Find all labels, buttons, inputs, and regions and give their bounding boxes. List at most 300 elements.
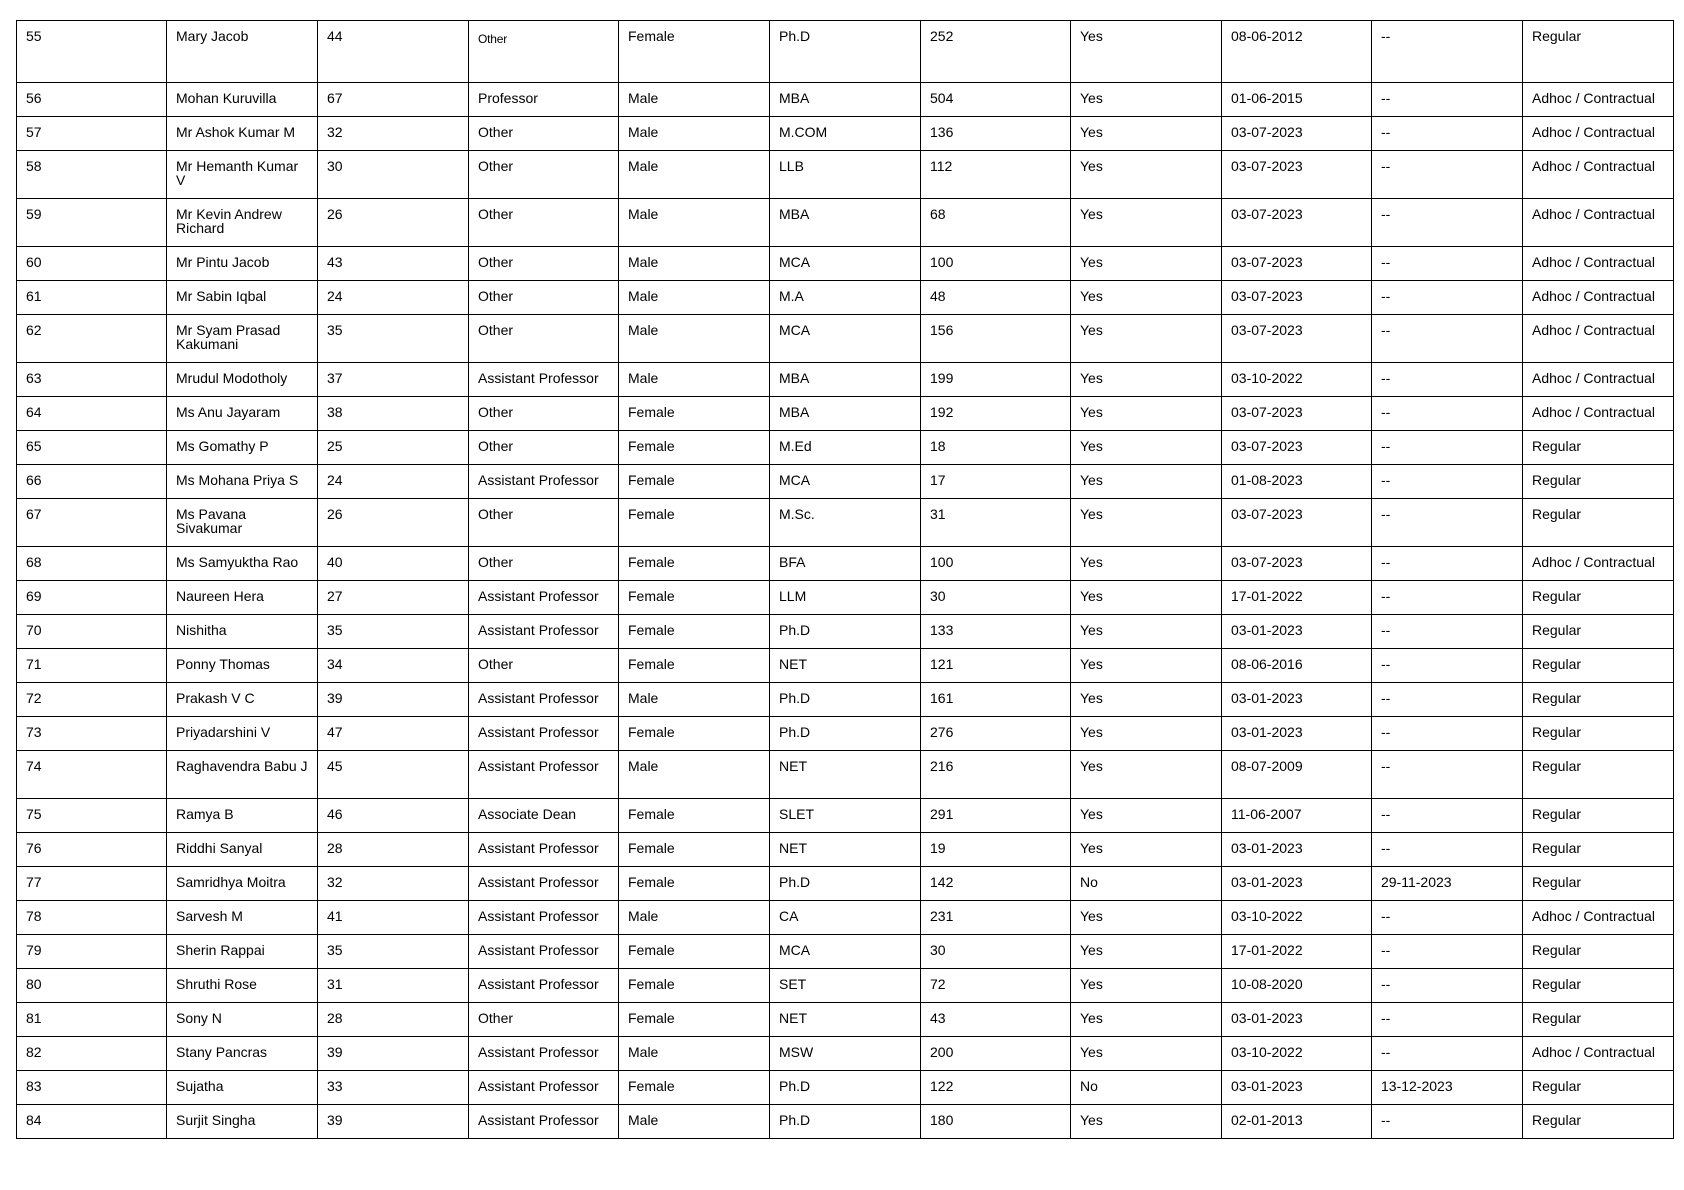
currently-working-cell: No (1071, 1071, 1222, 1105)
experience-cell: 48 (921, 281, 1071, 315)
experience-cell: 100 (921, 547, 1071, 581)
serial-number-cell: 72 (17, 683, 167, 717)
joining-date-cell: 03-07-2023 (1222, 499, 1372, 547)
age-cell: 28 (318, 833, 469, 867)
designation-cell: Other (469, 247, 619, 281)
currently-working-cell: Yes (1071, 901, 1222, 935)
joining-date-cell: 03-01-2023 (1222, 867, 1372, 901)
gender-cell: Female (619, 717, 770, 751)
serial-number-cell: 60 (17, 247, 167, 281)
leaving-date-cell: -- (1372, 83, 1523, 117)
joining-date-cell: 17-01-2022 (1222, 935, 1372, 969)
joining-date-cell: 03-01-2023 (1222, 615, 1372, 649)
serial-number-cell: 67 (17, 499, 167, 547)
qualification-cell: BFA (770, 547, 921, 581)
experience-cell: 112 (921, 151, 1071, 199)
nature-of-appointment-cell: Regular (1523, 21, 1674, 83)
qualification-cell: CA (770, 901, 921, 935)
designation-cell: Other (469, 315, 619, 363)
leaving-date-cell: -- (1372, 151, 1523, 199)
experience-cell: 161 (921, 683, 1071, 717)
age-cell: 41 (318, 901, 469, 935)
leaving-date-cell: -- (1372, 581, 1523, 615)
experience-cell: 72 (921, 969, 1071, 1003)
experience-cell: 231 (921, 901, 1071, 935)
age-cell: 35 (318, 615, 469, 649)
nature-of-appointment-cell: Regular (1523, 1105, 1674, 1139)
designation-cell: Other (469, 1003, 619, 1037)
age-cell: 32 (318, 867, 469, 901)
table-row (17, 935, 1674, 969)
currently-working-cell: Yes (1071, 465, 1222, 499)
currently-working-cell: Yes (1071, 83, 1222, 117)
gender-cell: Female (619, 935, 770, 969)
serial-number-cell: 62 (17, 315, 167, 363)
joining-date-cell: 03-01-2023 (1222, 717, 1372, 751)
nature-of-appointment-cell: Adhoc / Contractual (1523, 397, 1674, 431)
table-row (17, 363, 1674, 397)
gender-cell: Male (619, 683, 770, 717)
qualification-cell: LLB (770, 151, 921, 199)
age-cell: 37 (318, 363, 469, 397)
currently-working-cell: Yes (1071, 615, 1222, 649)
table-row (17, 199, 1674, 247)
gender-cell: Female (619, 799, 770, 833)
currently-working-cell: Yes (1071, 247, 1222, 281)
gender-cell: Female (619, 431, 770, 465)
gender-cell: Female (619, 833, 770, 867)
designation-cell: Associate Dean (469, 799, 619, 833)
designation-cell: Other (469, 117, 619, 151)
name-cell: Sherin Rappai (167, 935, 318, 969)
nature-of-appointment-cell: Adhoc / Contractual (1523, 901, 1674, 935)
name-cell: Mr Hemanth Kumar V (167, 151, 318, 199)
age-cell: 44 (318, 21, 469, 83)
qualification-cell: MCA (770, 315, 921, 363)
name-cell: Sujatha (167, 1071, 318, 1105)
name-cell: Sarvesh M (167, 901, 318, 935)
leaving-date-cell: -- (1372, 315, 1523, 363)
joining-date-cell: 03-07-2023 (1222, 431, 1372, 465)
currently-working-cell: No (1071, 867, 1222, 901)
leaving-date-cell: -- (1372, 717, 1523, 751)
qualification-cell: SLET (770, 799, 921, 833)
joining-date-cell: 02-01-2013 (1222, 1105, 1372, 1139)
qualification-cell: NET (770, 751, 921, 799)
experience-cell: 200 (921, 1037, 1071, 1071)
joining-date-cell: 03-07-2023 (1222, 199, 1372, 247)
designation-cell: Assistant Professor (469, 363, 619, 397)
joining-date-cell: 08-06-2016 (1222, 649, 1372, 683)
gender-cell: Male (619, 117, 770, 151)
name-cell: Naureen Hera (167, 581, 318, 615)
leaving-date-cell: -- (1372, 363, 1523, 397)
qualification-cell: MBA (770, 199, 921, 247)
designation-cell: Assistant Professor (469, 969, 619, 1003)
designation-cell: Assistant Professor (469, 867, 619, 901)
age-cell: 26 (318, 199, 469, 247)
currently-working-cell: Yes (1071, 21, 1222, 83)
nature-of-appointment-cell: Regular (1523, 649, 1674, 683)
currently-working-cell: Yes (1071, 431, 1222, 465)
gender-cell: Female (619, 1071, 770, 1105)
age-cell: 33 (318, 1071, 469, 1105)
currently-working-cell: Yes (1071, 581, 1222, 615)
nature-of-appointment-cell: Regular (1523, 431, 1674, 465)
serial-number-cell: 65 (17, 431, 167, 465)
name-cell: Mr Pintu Jacob (167, 247, 318, 281)
age-cell: 34 (318, 649, 469, 683)
nature-of-appointment-cell: Adhoc / Contractual (1523, 117, 1674, 151)
gender-cell: Female (619, 397, 770, 431)
qualification-cell: Ph.D (770, 717, 921, 751)
table-row (17, 247, 1674, 281)
age-cell: 47 (318, 717, 469, 751)
serial-number-cell: 75 (17, 799, 167, 833)
age-cell: 35 (318, 935, 469, 969)
joining-date-cell: 03-01-2023 (1222, 833, 1372, 867)
leaving-date-cell: -- (1372, 21, 1523, 83)
joining-date-cell: 01-08-2023 (1222, 465, 1372, 499)
gender-cell: Male (619, 315, 770, 363)
leaving-date-cell: -- (1372, 799, 1523, 833)
experience-cell: 136 (921, 117, 1071, 151)
serial-number-cell: 78 (17, 901, 167, 935)
gender-cell: Male (619, 281, 770, 315)
name-cell: Mr Syam Prasad Kakumani (167, 315, 318, 363)
joining-date-cell: 03-10-2022 (1222, 901, 1372, 935)
designation-cell: Other (469, 281, 619, 315)
table-row (17, 281, 1674, 315)
designation-cell: Assistant Professor (469, 1071, 619, 1105)
leaving-date-cell: -- (1372, 465, 1523, 499)
faculty-table (16, 20, 1674, 1139)
currently-working-cell: Yes (1071, 833, 1222, 867)
currently-working-cell: Yes (1071, 151, 1222, 199)
age-cell: 43 (318, 247, 469, 281)
serial-number-cell: 56 (17, 83, 167, 117)
name-cell: Ms Samyuktha Rao (167, 547, 318, 581)
table-row (17, 1003, 1674, 1037)
leaving-date-cell: -- (1372, 833, 1523, 867)
serial-number-cell: 80 (17, 969, 167, 1003)
name-cell: Samridhya Moitra (167, 867, 318, 901)
qualification-cell: M.A (770, 281, 921, 315)
leaving-date-cell: -- (1372, 117, 1523, 151)
leaving-date-cell: -- (1372, 1037, 1523, 1071)
name-cell: Mary Jacob (167, 21, 318, 83)
qualification-cell: M.COM (770, 117, 921, 151)
leaving-date-cell: -- (1372, 199, 1523, 247)
gender-cell: Male (619, 751, 770, 799)
name-cell: Mr Sabin Iqbal (167, 281, 318, 315)
designation-cell: Assistant Professor (469, 935, 619, 969)
age-cell: 38 (318, 397, 469, 431)
gender-cell: Female (619, 969, 770, 1003)
leaving-date-cell: -- (1372, 1105, 1523, 1139)
joining-date-cell: 03-07-2023 (1222, 397, 1372, 431)
serial-number-cell: 58 (17, 151, 167, 199)
nature-of-appointment-cell: Regular (1523, 867, 1674, 901)
table-row (17, 21, 1674, 83)
table-row (17, 397, 1674, 431)
joining-date-cell: 03-07-2023 (1222, 151, 1372, 199)
designation-cell: Assistant Professor (469, 465, 619, 499)
leaving-date-cell: -- (1372, 901, 1523, 935)
leaving-date-cell: 29-11-2023 (1372, 867, 1523, 901)
joining-date-cell: 17-01-2022 (1222, 581, 1372, 615)
nature-of-appointment-cell: Regular (1523, 935, 1674, 969)
name-cell: Stany Pancras (167, 1037, 318, 1071)
age-cell: 39 (318, 1105, 469, 1139)
currently-working-cell: Yes (1071, 397, 1222, 431)
table-row (17, 683, 1674, 717)
table-row (17, 431, 1674, 465)
designation-cell: Professor (469, 83, 619, 117)
qualification-cell: MCA (770, 935, 921, 969)
table-row (17, 1071, 1674, 1105)
currently-working-cell: Yes (1071, 117, 1222, 151)
qualification-cell: Ph.D (770, 867, 921, 901)
currently-working-cell: Yes (1071, 969, 1222, 1003)
table-row (17, 615, 1674, 649)
joining-date-cell: 03-01-2023 (1222, 1003, 1372, 1037)
currently-working-cell: Yes (1071, 717, 1222, 751)
serial-number-cell: 76 (17, 833, 167, 867)
experience-cell: 199 (921, 363, 1071, 397)
joining-date-cell: 03-07-2023 (1222, 315, 1372, 363)
nature-of-appointment-cell: Adhoc / Contractual (1523, 199, 1674, 247)
qualification-cell: M.Ed (770, 431, 921, 465)
serial-number-cell: 82 (17, 1037, 167, 1071)
leaving-date-cell: -- (1372, 397, 1523, 431)
gender-cell: Male (619, 247, 770, 281)
gender-cell: Male (619, 363, 770, 397)
age-cell: 45 (318, 751, 469, 799)
joining-date-cell: 03-07-2023 (1222, 281, 1372, 315)
table-row (17, 1037, 1674, 1071)
experience-cell: 142 (921, 867, 1071, 901)
designation-cell: Other (469, 397, 619, 431)
gender-cell: Male (619, 1105, 770, 1139)
age-cell: 39 (318, 683, 469, 717)
leaving-date-cell: -- (1372, 683, 1523, 717)
qualification-cell: LLM (770, 581, 921, 615)
joining-date-cell: 03-01-2023 (1222, 1071, 1372, 1105)
joining-date-cell: 08-07-2009 (1222, 751, 1372, 799)
joining-date-cell: 03-07-2023 (1222, 547, 1372, 581)
gender-cell: Male (619, 83, 770, 117)
nature-of-appointment-cell: Regular (1523, 751, 1674, 799)
serial-number-cell: 63 (17, 363, 167, 397)
leaving-date-cell: -- (1372, 431, 1523, 465)
age-cell: 25 (318, 431, 469, 465)
gender-cell: Female (619, 499, 770, 547)
nature-of-appointment-cell: Regular (1523, 1003, 1674, 1037)
name-cell: Ponny Thomas (167, 649, 318, 683)
joining-date-cell: 03-07-2023 (1222, 117, 1372, 151)
name-cell: Ms Pavana Sivakumar (167, 499, 318, 547)
age-cell: 24 (318, 281, 469, 315)
leaving-date-cell: 13-12-2023 (1372, 1071, 1523, 1105)
leaving-date-cell: -- (1372, 649, 1523, 683)
currently-working-cell: Yes (1071, 683, 1222, 717)
age-cell: 31 (318, 969, 469, 1003)
name-cell: Ms Gomathy P (167, 431, 318, 465)
qualification-cell: SET (770, 969, 921, 1003)
age-cell: 26 (318, 499, 469, 547)
experience-cell: 30 (921, 581, 1071, 615)
currently-working-cell: Yes (1071, 1105, 1222, 1139)
designation-cell: Assistant Professor (469, 615, 619, 649)
serial-number-cell: 77 (17, 867, 167, 901)
designation-cell: Assistant Professor (469, 683, 619, 717)
experience-cell: 180 (921, 1105, 1071, 1139)
gender-cell: Female (619, 581, 770, 615)
designation-cell: Assistant Professor (469, 1105, 619, 1139)
leaving-date-cell: -- (1372, 969, 1523, 1003)
serial-number-cell: 57 (17, 117, 167, 151)
table-body (17, 21, 1674, 1139)
serial-number-cell: 55 (17, 21, 167, 83)
nature-of-appointment-cell: Regular (1523, 499, 1674, 547)
experience-cell: 18 (921, 431, 1071, 465)
currently-working-cell: Yes (1071, 751, 1222, 799)
serial-number-cell: 59 (17, 199, 167, 247)
experience-cell: 100 (921, 247, 1071, 281)
experience-cell: 122 (921, 1071, 1071, 1105)
leaving-date-cell: -- (1372, 247, 1523, 281)
table-row (17, 315, 1674, 363)
serial-number-cell: 81 (17, 1003, 167, 1037)
qualification-cell: NET (770, 649, 921, 683)
designation-cell: Assistant Professor (469, 751, 619, 799)
experience-cell: 68 (921, 199, 1071, 247)
qualification-cell: Ph.D (770, 1105, 921, 1139)
nature-of-appointment-cell: Regular (1523, 581, 1674, 615)
experience-cell: 19 (921, 833, 1071, 867)
designation-cell: Assistant Professor (469, 833, 619, 867)
experience-cell: 43 (921, 1003, 1071, 1037)
designation-cell: Other (469, 199, 619, 247)
currently-working-cell: Yes (1071, 315, 1222, 363)
leaving-date-cell: -- (1372, 547, 1523, 581)
joining-date-cell: 03-07-2023 (1222, 247, 1372, 281)
serial-number-cell: 74 (17, 751, 167, 799)
leaving-date-cell: -- (1372, 499, 1523, 547)
name-cell: Surjit Singha (167, 1105, 318, 1139)
joining-date-cell: 03-10-2022 (1222, 1037, 1372, 1071)
serial-number-cell: 73 (17, 717, 167, 751)
joining-date-cell: 11-06-2007 (1222, 799, 1372, 833)
name-cell: Raghavendra Babu J (167, 751, 318, 799)
joining-date-cell: 10-08-2020 (1222, 969, 1372, 1003)
qualification-cell: Ph.D (770, 615, 921, 649)
qualification-cell: MBA (770, 363, 921, 397)
nature-of-appointment-cell: Adhoc / Contractual (1523, 151, 1674, 199)
name-cell: Mohan Kuruvilla (167, 83, 318, 117)
qualification-cell: NET (770, 833, 921, 867)
joining-date-cell: 08-06-2012 (1222, 21, 1372, 83)
nature-of-appointment-cell: Adhoc / Contractual (1523, 247, 1674, 281)
qualification-cell: MBA (770, 83, 921, 117)
designation-cell: Assistant Professor (469, 717, 619, 751)
table-row (17, 799, 1674, 833)
age-cell: 39 (318, 1037, 469, 1071)
leaving-date-cell: -- (1372, 751, 1523, 799)
experience-cell: 133 (921, 615, 1071, 649)
name-cell: Sony N (167, 1003, 318, 1037)
table-row (17, 901, 1674, 935)
experience-cell: 216 (921, 751, 1071, 799)
serial-number-cell: 68 (17, 547, 167, 581)
gender-cell: Male (619, 1037, 770, 1071)
name-cell: Ramya B (167, 799, 318, 833)
qualification-cell: NET (770, 1003, 921, 1037)
joining-date-cell: 01-06-2015 (1222, 83, 1372, 117)
currently-working-cell: Yes (1071, 1003, 1222, 1037)
currently-working-cell: Yes (1071, 799, 1222, 833)
currently-working-cell: Yes (1071, 935, 1222, 969)
name-cell: Shruthi Rose (167, 969, 318, 1003)
age-cell: 28 (318, 1003, 469, 1037)
qualification-cell: MBA (770, 397, 921, 431)
experience-cell: 30 (921, 935, 1071, 969)
table-row (17, 717, 1674, 751)
serial-number-cell: 69 (17, 581, 167, 615)
joining-date-cell: 03-01-2023 (1222, 683, 1372, 717)
currently-working-cell: Yes (1071, 281, 1222, 315)
experience-cell: 291 (921, 799, 1071, 833)
nature-of-appointment-cell: Regular (1523, 717, 1674, 751)
designation-cell: Other (469, 151, 619, 199)
qualification-cell: MCA (770, 465, 921, 499)
nature-of-appointment-cell: Adhoc / Contractual (1523, 363, 1674, 397)
serial-number-cell: 84 (17, 1105, 167, 1139)
table-row (17, 547, 1674, 581)
experience-cell: 192 (921, 397, 1071, 431)
nature-of-appointment-cell: Adhoc / Contractual (1523, 281, 1674, 315)
gender-cell: Male (619, 199, 770, 247)
name-cell: Mr Ashok Kumar M (167, 117, 318, 151)
experience-cell: 504 (921, 83, 1071, 117)
serial-number-cell: 61 (17, 281, 167, 315)
serial-number-cell: 66 (17, 465, 167, 499)
table-row (17, 833, 1674, 867)
designation-cell: Other (469, 649, 619, 683)
leaving-date-cell: -- (1372, 281, 1523, 315)
qualification-cell: Ph.D (770, 1071, 921, 1105)
table-row (17, 465, 1674, 499)
table-row (17, 969, 1674, 1003)
currently-working-cell: Yes (1071, 649, 1222, 683)
gender-cell: Male (619, 901, 770, 935)
designation-cell: Other (469, 431, 619, 465)
designation-cell: Other (469, 21, 619, 83)
serial-number-cell: 71 (17, 649, 167, 683)
experience-cell: 276 (921, 717, 1071, 751)
age-cell: 40 (318, 547, 469, 581)
nature-of-appointment-cell: Regular (1523, 833, 1674, 867)
experience-cell: 17 (921, 465, 1071, 499)
qualification-cell: Ph.D (770, 683, 921, 717)
gender-cell: Male (619, 151, 770, 199)
table-row (17, 867, 1674, 901)
serial-number-cell: 79 (17, 935, 167, 969)
qualification-cell: MSW (770, 1037, 921, 1071)
experience-cell: 121 (921, 649, 1071, 683)
name-cell: Priyadarshini V (167, 717, 318, 751)
